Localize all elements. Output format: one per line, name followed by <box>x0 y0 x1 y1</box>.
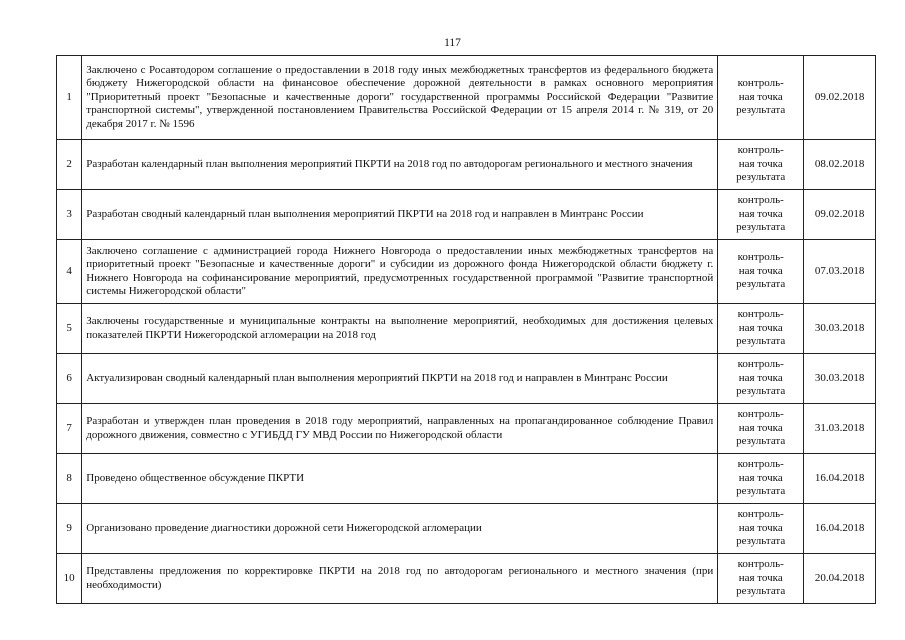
milestone-type-line: ная точка <box>738 157 783 170</box>
milestone-date: 16.04.2018 <box>804 504 876 554</box>
milestone-date: 30.03.2018 <box>804 304 876 354</box>
milestone-type <box>718 240 804 304</box>
milestone-type <box>718 140 804 190</box>
row-number: 4 <box>57 240 82 304</box>
page-number: 117 <box>444 37 461 49</box>
table-row <box>57 304 876 354</box>
row-number: 5 <box>57 304 82 354</box>
milestone-type <box>718 190 804 240</box>
milestone-type-line: ная точка <box>738 421 783 434</box>
milestone-description: Заключено соглашение с администрацией города Нижнего Новгорода о предоставлении иных межбюджетных трансфертов на приоритетный проект "Безопасные и качественные дороги" и субсидии из дорожного фонда Нижегородской области бюджету г. Нижнего Новгорода на софинансирование мероприятий, предусмотренных государственной программой "Развитие транспортной системы Нижегородской области" <box>82 240 718 304</box>
milestone-description: Заключены государственные и муниципальные контракты на выполнение мероприятий, необходимых для достижения целевых показателей ПКРТИ Нижегородской агломерации на 2018 год <box>82 304 718 354</box>
milestone-type-line: ная точка <box>738 207 783 220</box>
milestone-type-line: ная точка <box>738 521 783 534</box>
milestone-type-line: результата <box>736 278 786 291</box>
row-number: 8 <box>57 454 82 504</box>
milestone-type-line: контроль- <box>737 358 784 371</box>
milestone-type-line: контроль- <box>737 77 784 90</box>
milestone-date: 07.03.2018 <box>804 240 876 304</box>
table-row <box>57 404 876 454</box>
milestone-type <box>718 454 804 504</box>
table-row <box>57 354 876 404</box>
milestone-type-line: результата <box>736 485 786 498</box>
milestone-date: 09.02.2018 <box>804 190 876 240</box>
table-row <box>57 140 876 190</box>
milestone-type-line: ная точка <box>738 90 783 103</box>
milestone-type <box>718 304 804 354</box>
milestone-date: 30.03.2018 <box>804 354 876 404</box>
milestone-type-line: результата <box>736 104 786 117</box>
table-row <box>57 56 876 140</box>
milestone-type <box>718 404 804 454</box>
milestone-date: 20.04.2018 <box>804 554 876 604</box>
milestone-description: Разработан календарный план выполнения мероприятий ПКРТИ на 2018 год по автодорогам регионального и местного значения <box>82 140 718 190</box>
milestone-type-line: контроль- <box>737 144 784 157</box>
table-row <box>57 190 876 240</box>
table-row <box>57 554 876 604</box>
milestone-type <box>718 554 804 604</box>
milestone-type-line: ная точка <box>738 371 783 384</box>
row-number: 10 <box>57 554 82 604</box>
milestone-description: Организовано проведение диагностики дорожной сети Нижегородской агломерации <box>82 504 718 554</box>
milestone-type-line: результата <box>736 535 786 548</box>
milestone-type <box>718 56 804 140</box>
row-number: 3 <box>57 190 82 240</box>
milestone-date: 08.02.2018 <box>804 140 876 190</box>
table-row <box>57 240 876 304</box>
milestone-description: Разработан и утвержден план проведения в 2018 году мероприятий, направленных на пропагандированное соблюдение Правил дорожного движения, совместно с УГИБДД ГУ МВД России по Нижегородской области <box>82 404 718 454</box>
milestone-type-line: результата <box>736 385 786 398</box>
milestone-description: Представлены предложения по корректировке ПКРТИ на 2018 год по автодорогам регионального и местного значения (при необходимости) <box>82 554 718 604</box>
milestone-table <box>56 55 876 604</box>
milestone-date: 16.04.2018 <box>804 454 876 504</box>
milestone-type-line: ная точка <box>738 571 783 584</box>
milestone-type-line: контроль- <box>737 458 784 471</box>
milestone-type-line: результата <box>736 335 786 348</box>
milestone-description: Проведено общественное обсуждение ПКРТИ <box>82 454 718 504</box>
milestone-type <box>718 354 804 404</box>
milestone-date: 09.02.2018 <box>804 56 876 140</box>
row-number: 2 <box>57 140 82 190</box>
milestone-type-line: контроль- <box>737 508 784 521</box>
milestone-type-line: контроль- <box>737 251 784 264</box>
milestone-type-line: результата <box>736 585 786 598</box>
milestone-description: Заключено с Росавтодором соглашение о предоставлении в 2018 году иных межбюджетных трансфертов из федерального бюджета бюджету Нижегородской области на финансовое обеспечение дорожной деятельности в рамках основного мероприятия "Приоритетный проект "Безопасные и качественные дороги" государственной программы Российской Федерации "Развитие транспортной системы", утвержденной постановлением Правительства Российской Федерации от 15 апреля 2014 г. № 319, от 20 декабря 2017 г. № 1596 <box>82 56 718 140</box>
milestone-date: 31.03.2018 <box>804 404 876 454</box>
table-row <box>57 454 876 504</box>
row-number: 7 <box>57 404 82 454</box>
table-row <box>57 504 876 554</box>
milestone-type-line: контроль- <box>737 408 784 421</box>
milestone-type-line: ная точка <box>738 471 783 484</box>
row-number: 6 <box>57 354 82 404</box>
milestone-type-line: контроль- <box>737 194 784 207</box>
milestone-type-line: ная точка <box>738 264 783 277</box>
row-number: 9 <box>57 504 82 554</box>
milestone-type-line: контроль- <box>737 308 784 321</box>
milestone-type-line: ная точка <box>738 321 783 334</box>
milestone-type-line: результата <box>736 221 786 234</box>
row-number: 1 <box>57 56 82 140</box>
milestone-type <box>718 504 804 554</box>
milestone-type-line: контроль- <box>737 558 784 571</box>
milestone-type-line: результата <box>736 171 786 184</box>
milestone-type-line: результата <box>736 435 786 448</box>
milestone-description: Актуализирован сводный календарный план выполнения мероприятий ПКРТИ на 2018 год и направлен в Минтранс России <box>82 354 718 404</box>
milestone-description: Разработан сводный календарный план выполнения мероприятий ПКРТИ на 2018 год и направлен в Минтранс России <box>82 190 718 240</box>
